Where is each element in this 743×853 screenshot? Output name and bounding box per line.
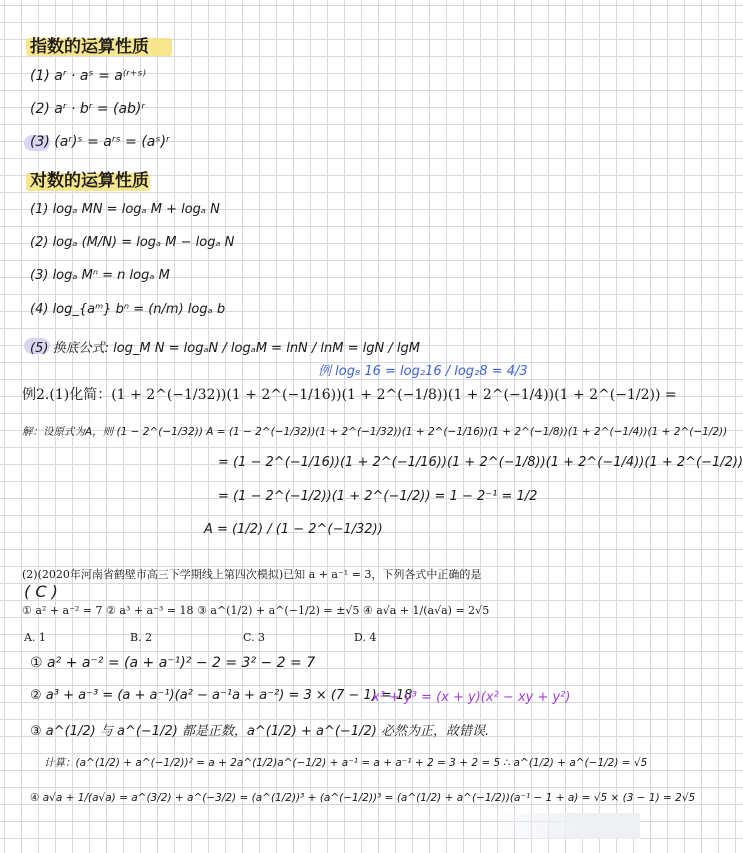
example2-part2-solution-4: 计算：(a^(1/2) + a^(−1/2))² = a + 2a^(1/2)a^(−1/2) + a⁻¹ = a + a⁻¹ + 2 = 3 + 2 = 5 ∴ a^(1/2) + a^(−1/2) = √5 — [44, 757, 648, 769]
change-base-example — [318, 360, 528, 379]
option-c: C. 3 — [243, 631, 266, 644]
log-rule-2 — [30, 235, 234, 250]
rule-number: (5) — [30, 341, 49, 356]
example-label: 例 — [318, 364, 332, 379]
example-formula: log₈ 16 = log₂16 / log₂8 = 4/3 — [335, 364, 528, 379]
cube-sum-side-note: x³ + y³ = (x + y)(x² − xy + y²) — [372, 690, 571, 705]
example2-part2-solution-1: ① a² + a⁻² = (a + a⁻¹)² − 2 = 3² − 2 = 7 — [30, 655, 316, 671]
exponent-rule-3 — [30, 134, 170, 150]
rule-number: (2) — [30, 235, 49, 250]
change-base-label: 换底公式: — [52, 341, 109, 356]
log-section-title: 对数的运算性质 — [30, 171, 149, 191]
example2-part1-solution-2: = (1 − 2^(−1/16))(1 + 2^(−1/16))(1 + 2^(−1/8))(1 + 2^(−1/4))(1 + 2^(−1/2)) — [218, 455, 743, 470]
rule-formula: aʳ · bʳ = (ab)ʳ — [54, 101, 146, 117]
option-b: B. 2 — [130, 631, 153, 644]
exponent-rule-1 — [30, 68, 146, 84]
example2-part1-solution-3: = (1 − 2^(−1/2))(1 + 2^(−1/2)) = 1 − 2⁻¹ = 1/2 — [218, 489, 538, 504]
answer-paren: ( C ) — [24, 582, 58, 601]
log-change-base — [30, 337, 420, 356]
exponent-rule-2 — [30, 101, 145, 117]
rule-formula: (aʳ)ˢ = aʳˢ = (aˢ)ʳ — [54, 134, 170, 150]
example2-part1-solution-1: 解：设原式为A，则 (1 − 2^(−1/32)) A = (1 − 2^(−1/32))(1 + 2^(−1/32))(1 + 2^(−1/16))(1 + 2^(−1/8))(1 + 2^(−1/4))(1 + 2^(−1/2)) — [22, 426, 728, 438]
example2-part1-question: 例2.(1)化简：(1 + 2^(−1/32))(1 + 2^(−1/16))(1 + 2^(−1/8))(1 + 2^(−1/4))(1 + 2^(−1/2)) = — [22, 387, 677, 403]
example2-part2-solution-5: ④ a√a + 1/(a√a) = a^(3/2) + a^(−3/2) = (a^(1/2))³ + (a^(−1/2))³ = (a^(1/2) + a^(−1/2))(a⁻¹ − 1 + a) = √5 × (3 − 1) = 2√5 — [30, 792, 696, 804]
rule-number: (1) — [30, 202, 49, 217]
example2-part2-statements: ① a² + a⁻² = 7 ② a³ + a⁻³ = 18 ③ a^(1/2) + a^(−1/2) = ±√5 ④ a√a + 1/(a√a) = 2√5 — [22, 604, 490, 617]
log-rule-3 — [30, 268, 170, 283]
example2-part2-question: (2)(2020年河南省鹤壁市高三下学期线上第四次模拟)已知 a + a⁻¹ = 3，下列各式中正确的是 — [22, 568, 482, 581]
rule-formula: aʳ · aˢ = a⁽ʳ⁺ˢ⁾ — [54, 68, 146, 84]
example2-part2-solution-3: ③ a^(1/2) 与 a^(−1/2) 都是正数，a^(1/2) + a^(−1/2) 必然为正，故错误. — [30, 724, 490, 739]
example2-part2-solution-2: ② a³ + a⁻³ = (a + a⁻¹)(a² − a⁻¹a + a⁻²) = 3 × (7 − 1) = 18 — [30, 688, 413, 703]
rule-formula: log_{aᵐ} bⁿ = (n/m) logₐ b — [52, 302, 226, 317]
rule-formula: logₐ (M/N) = logₐ M − logₐ N — [52, 235, 235, 250]
watermark — [490, 813, 640, 839]
option-a: A. 1 — [24, 631, 46, 644]
rule-formula: logₐ MN = logₐ M + logₐ N — [52, 202, 220, 217]
log-rule-4 — [30, 302, 225, 317]
rule-number: (1) — [30, 68, 50, 84]
rule-formula: logₐ Mⁿ = n logₐ M — [52, 268, 170, 283]
rule-number: (2) — [30, 101, 50, 117]
change-base-formula: log_M N = logₐN / logₐM = lnN / lnM = lgN / lgM — [113, 341, 420, 356]
exponent-section-title: 指数的运算性质 — [30, 37, 149, 57]
log-rule-1 — [30, 202, 220, 217]
rule-number: (4) — [30, 302, 49, 317]
option-d: D. 4 — [354, 631, 377, 644]
example2-part1-solution-4: A = (1/2) / (1 − 2^(−1/32)) — [204, 522, 383, 537]
rule-number: (3) — [30, 268, 49, 283]
rule-number: (3) — [30, 134, 50, 150]
